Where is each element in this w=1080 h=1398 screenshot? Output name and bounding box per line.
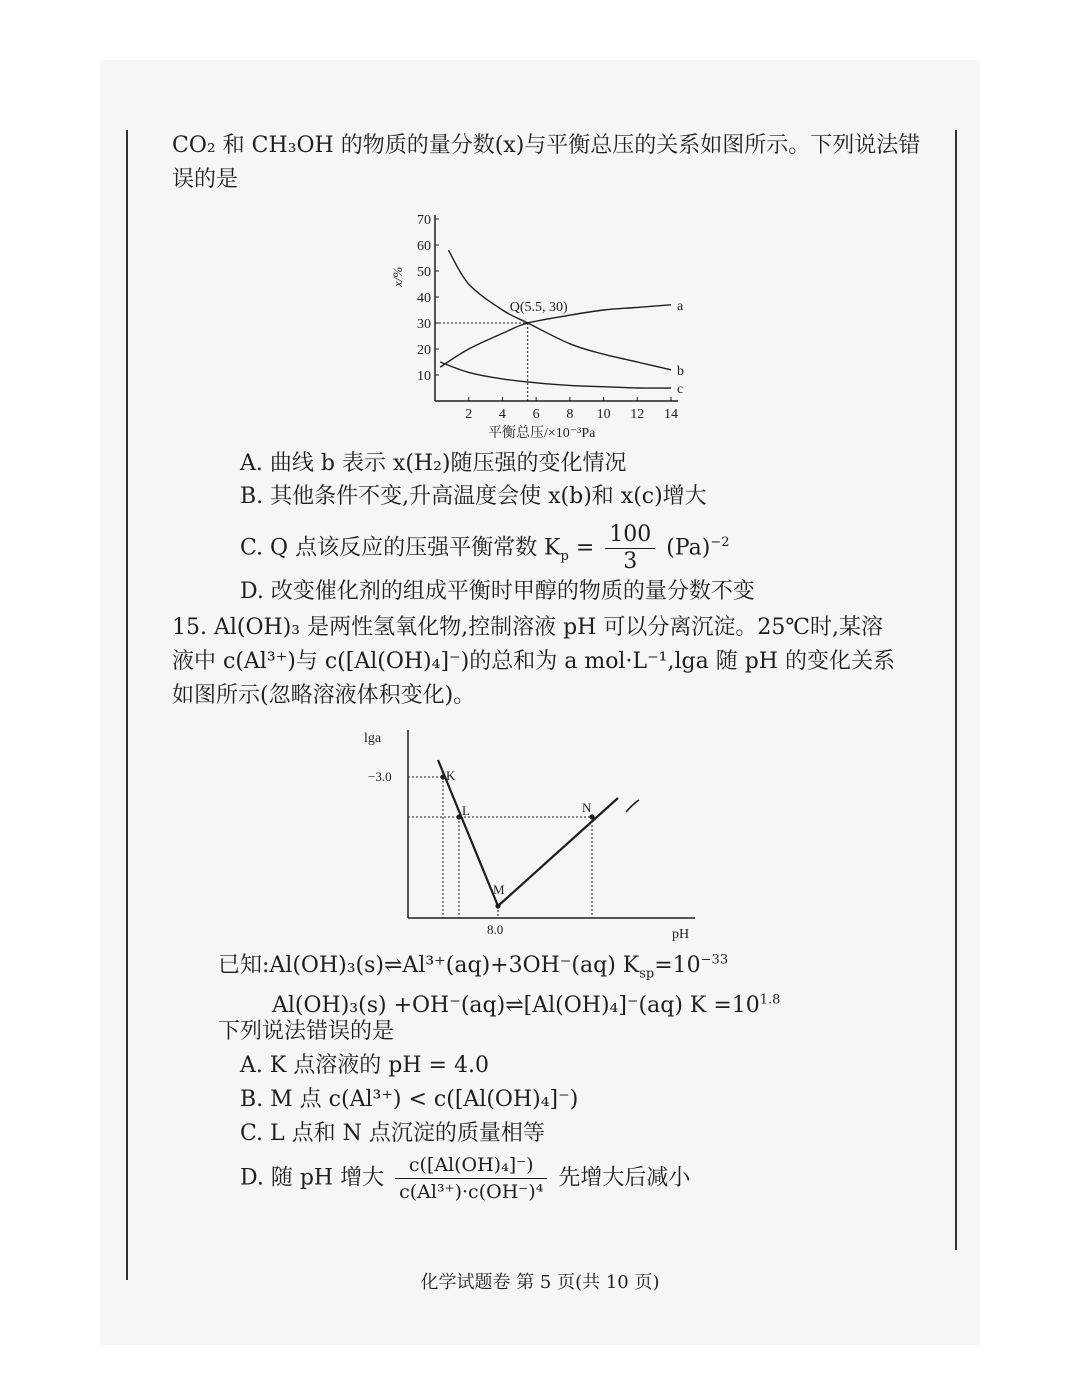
q14-option-c-exponent: −2 <box>710 535 730 551</box>
q14-option-c <box>240 522 730 575</box>
chart2-x-tick-label: 8.0 <box>487 922 504 937</box>
chart2-point-n <box>589 814 594 819</box>
q15-option-d-fraction <box>395 1152 547 1205</box>
chart1-y-tick-label: 60 <box>417 239 431 254</box>
chart1-y-tick-label: 20 <box>417 343 431 358</box>
chart1-y-axis-label: x/% <box>390 266 405 287</box>
chart1-series-a-label: a <box>677 298 684 314</box>
chart2-point-l-label: L <box>462 803 470 818</box>
chart2-line-end-mark <box>626 800 639 812</box>
q15-known-line-1 <box>218 950 728 982</box>
q15-option-d-prefix: D. 随 pH 增大 <box>240 1165 385 1191</box>
chart2-point-k <box>440 774 445 779</box>
q15-option-d <box>240 1152 690 1205</box>
left-margin-line <box>126 130 128 1280</box>
chart2-point-l <box>456 814 461 819</box>
q15-known-2-text: Al(OH)₃(s) +OH⁻(aq)⇌[Al(OH)₄]⁻(aq) K =10 <box>272 993 760 1018</box>
q15-known-1-value: =10 <box>654 953 701 978</box>
chart1-y-tick-label: 40 <box>417 291 431 306</box>
chart1-x-tick-label: 14 <box>664 407 678 422</box>
chart1-y-tick-label: 10 <box>417 369 431 384</box>
chart1-series-c-label: c <box>677 382 684 397</box>
chart2-point-m <box>495 903 500 908</box>
chart2-y-axis-label: lga <box>364 731 382 746</box>
chart2-point-m-label: M <box>493 882 505 897</box>
chart1-x-tick-label: 2 <box>465 407 473 422</box>
chart1-y-tick-label: 30 <box>417 317 431 332</box>
lga-ph-chart <box>350 720 710 945</box>
chart1-x-tick-label: 6 <box>532 407 540 422</box>
q15-known-1-text: 已知:Al(OH)₃(s)⇌Al³⁺(aq)+3OH⁻(aq) K <box>218 953 640 978</box>
chart1-x-axis-label: 平衡总压/×10⁻³Pa <box>488 426 596 441</box>
chart1-x-tick-label: 12 <box>630 407 645 422</box>
chart2-point-n-label: N <box>582 800 592 815</box>
chart1-series-b-label: b <box>677 363 684 379</box>
chart1-x-tick-label: 8 <box>566 407 574 422</box>
q14-option-a: A. 曲线 b 表示 x(H₂)随压强的变化情况 <box>240 451 627 476</box>
q15-option-d-numerator: c([Al(OH)₄]⁻) <box>395 1152 547 1179</box>
q15-known-1-subscript: sp <box>639 966 655 982</box>
q14-option-c-prefix: C. Q 点该反应的压强平衡常数 K <box>240 535 561 561</box>
q14-option-d: D. 改变催化剂的组成平衡时甲醇的物质的量分数不变 <box>240 579 755 604</box>
q14-option-c-fraction <box>605 522 655 575</box>
chart1-y-tick-label: 50 <box>417 265 431 280</box>
q15-option-a: A. K 点溶液的 pH = 4.0 <box>240 1053 489 1078</box>
chart2-x-axis-label: pH <box>672 927 690 942</box>
q15-option-d-suffix: 先增大后减小 <box>558 1165 691 1191</box>
q15-stem-line-1: 15. Al(OH)₃ 是两性氢氧化物,控制溶液 pH 可以分离沉淀。25℃时,某溶 <box>172 615 883 640</box>
intro-line-1: CO₂ 和 CH₃OH 的物质的量分数(x)与平衡总压的关系如图所示。下列说法错 <box>172 133 921 158</box>
q15-question: 下列说法错误的是 <box>218 1019 395 1044</box>
q15-stem-line-2: 液中 c(Al³⁺)与 c([Al(OH)₄]⁻)的总和为 a mol·L⁻¹,lga 随 pH 的变化关系 <box>172 649 895 674</box>
q14-option-c-subscript: p <box>560 548 569 564</box>
page-footer: 化学试题卷 第 5 页(共 10 页) <box>420 1272 660 1293</box>
q15-known-2-exponent: 1.8 <box>759 992 781 1008</box>
chart1-point-q-label: Q(5.5, 30) <box>509 300 568 315</box>
q14-option-c-numerator: 100 <box>605 522 655 549</box>
chart2-lga-line <box>438 760 618 906</box>
chart1-y-tick-label: 70 <box>417 213 431 228</box>
intro-line-2: 误的是 <box>172 167 239 192</box>
q14-option-b: B. 其他条件不变,升高温度会使 x(b)和 x(c)增大 <box>240 484 707 509</box>
right-margin-line <box>955 130 957 1250</box>
q15-known-1-exponent: −33 <box>700 952 729 968</box>
q15-option-c: C. L 点和 N 点沉淀的质量相等 <box>240 1121 545 1146</box>
q15-option-d-denominator: c(Al³⁺)·c(OH⁻)⁴ <box>399 1181 544 1203</box>
chart2-point-k-label: K <box>446 768 456 783</box>
q14-option-c-unit: (Pa) <box>666 535 711 561</box>
chart1-series-c-line <box>440 362 671 388</box>
chart1-x-tick-label: 10 <box>596 407 611 422</box>
q14-option-c-equals: = <box>568 535 595 561</box>
q15-option-b: B. M 点 c(Al³⁺) < c([Al(OH)₄]⁻) <box>240 1087 579 1112</box>
q14-option-c-denominator: 3 <box>623 549 638 574</box>
chart1-x-tick-label: 4 <box>498 407 506 422</box>
mole-fraction-chart <box>380 205 700 445</box>
chart2-y-tick-label: −3.0 <box>368 769 392 784</box>
q15-stem-line-3: 如图所示(忽略溶液体积变化)。 <box>172 683 476 708</box>
